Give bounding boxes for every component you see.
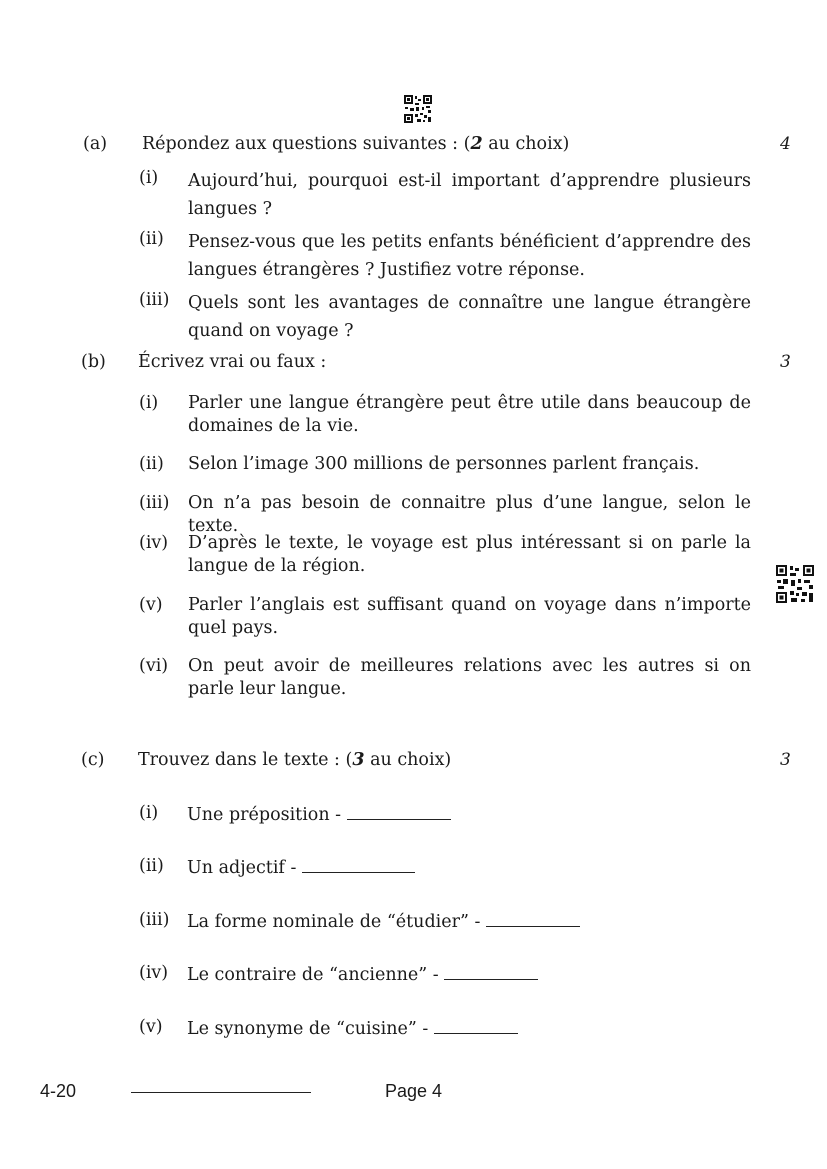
- statement-text: Parler une langue étrangère peut être utile dans beaucoup de domaines de la vie.: [188, 393, 751, 436]
- statement-text: On peut avoir de meilleures relations avec les autres si on parle leur langue.: [188, 656, 751, 699]
- statement-text: On n’a pas besoin de connaitre plus d’une langue, selon le texte.: [188, 493, 751, 536]
- item-number: (vi): [139, 656, 169, 676]
- section-b-instruction: Écrivez vrai ou faux :: [138, 352, 327, 372]
- fill-in-item: Le synonyme de “cuisine” -: [187, 1016, 518, 1041]
- fill-in-item: Le contraire de “ancienne” -: [187, 962, 538, 987]
- answer-blank[interactable]: [347, 802, 451, 820]
- item-number: (ii): [139, 454, 164, 474]
- section-c-marks: 3: [780, 750, 791, 770]
- item-number: (i): [139, 168, 159, 188]
- item-number: (iv): [139, 533, 169, 553]
- item-number: (v): [139, 1017, 163, 1037]
- answer-blank[interactable]: [486, 909, 580, 927]
- answer-blank[interactable]: [302, 855, 415, 873]
- paper-code: 4-20: [40, 1081, 77, 1101]
- item-number: (iii): [139, 290, 170, 310]
- section-b-label: (b): [81, 352, 106, 372]
- footer-divider: [131, 1092, 311, 1093]
- section-a-marks: 4: [780, 134, 791, 154]
- section-a-label: (a): [83, 134, 108, 154]
- answer-blank[interactable]: [434, 1016, 518, 1034]
- section-a-instruction: Répondez aux questions suivantes : (2 au choix): [142, 134, 570, 154]
- item-number: (i): [139, 393, 159, 413]
- statement-text: Selon l’image 300 millions de personnes parlent français.: [188, 454, 700, 474]
- section-b-marks: 3: [780, 352, 791, 372]
- question-text: Aujourd’hui, pourquoi est-il important d’apprendre plusieurs langues ?: [188, 171, 751, 219]
- qr-code-top: [404, 95, 432, 123]
- item-number: (i): [139, 803, 159, 823]
- item-number: (iii): [139, 910, 170, 930]
- section-c-instruction: Trouvez dans le texte : (3 au choix): [138, 750, 452, 770]
- item-number: (ii): [139, 856, 164, 876]
- item-number: (iv): [139, 963, 169, 983]
- question-text: Quels sont les avantages de connaître une langue étrangère quand on voyage ?: [188, 293, 751, 341]
- question-text: Pensez-vous que les petits enfants bénéficient d’apprendre des langues étrangères ? Justifiez votre réponse.: [188, 232, 751, 280]
- fill-in-item: Un adjectif -: [187, 855, 415, 880]
- statement-text: Parler l’anglais est suffisant quand on voyage dans n’importe quel pays.: [188, 595, 751, 638]
- fill-in-item: La forme nominale de “étudier” -: [187, 909, 580, 934]
- item-number: (iii): [139, 493, 170, 513]
- item-number: (v): [139, 595, 163, 615]
- page-number: Page 4: [385, 1081, 443, 1101]
- section-c-label: (c): [81, 750, 105, 770]
- answer-blank[interactable]: [444, 962, 538, 980]
- fill-in-item: Une préposition -: [187, 802, 451, 827]
- qr-code-side: [776, 565, 814, 603]
- statement-text: D’après le texte, le voyage est plus intéressant si on parle la langue de la région.: [188, 533, 751, 576]
- item-number: (ii): [139, 229, 164, 249]
